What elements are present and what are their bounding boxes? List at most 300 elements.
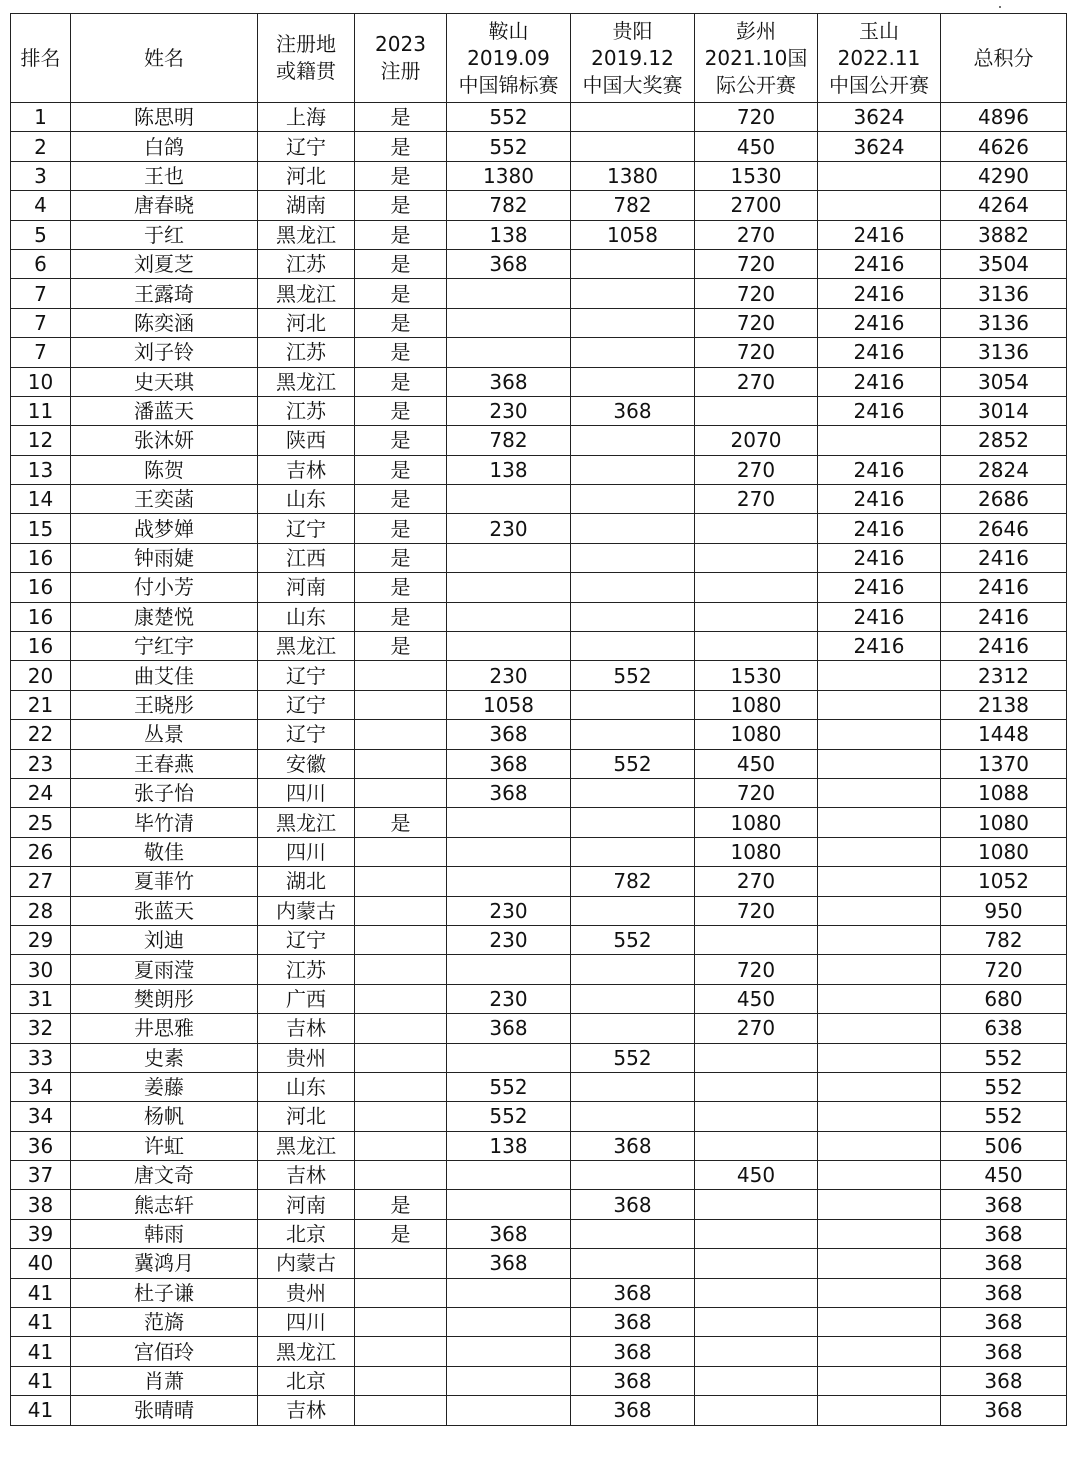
rank-cell: 31 bbox=[11, 984, 71, 1013]
region-cell: 江苏 bbox=[258, 396, 355, 425]
pengzhou-points-cell bbox=[695, 573, 818, 602]
guiyang-points-cell: 368 bbox=[571, 1337, 695, 1366]
registered-2023-cell: 是 bbox=[355, 396, 447, 425]
rank-cell: 41 bbox=[11, 1396, 71, 1425]
name-cell: 陈贺 bbox=[71, 455, 258, 484]
pengzhou-points-cell: 1530 bbox=[695, 661, 818, 690]
header-name bbox=[71, 14, 258, 103]
rank-cell: 14 bbox=[11, 485, 71, 514]
table-row bbox=[11, 220, 1067, 249]
region-cell: 黑龙江 bbox=[258, 279, 355, 308]
pengzhou-points-cell bbox=[695, 514, 818, 543]
registered-2023-cell bbox=[355, 661, 447, 690]
guiyang-points-cell bbox=[571, 279, 695, 308]
table-row bbox=[11, 984, 1067, 1013]
yushan-points-cell bbox=[818, 1278, 941, 1307]
header-reg2023-line: 2023 bbox=[375, 32, 426, 56]
anshan-points-cell: 1380 bbox=[447, 161, 571, 190]
region-cell: 辽宁 bbox=[258, 720, 355, 749]
yushan-points-cell bbox=[818, 837, 941, 866]
anshan-points-cell: 368 bbox=[447, 749, 571, 778]
anshan-points-cell: 138 bbox=[447, 1131, 571, 1160]
total-points-cell: 2824 bbox=[941, 455, 1067, 484]
table-row bbox=[11, 1131, 1067, 1160]
table-row bbox=[11, 543, 1067, 572]
pengzhou-points-cell bbox=[695, 925, 818, 954]
total-points-cell: 2312 bbox=[941, 661, 1067, 690]
anshan-points-cell: 782 bbox=[447, 191, 571, 220]
yushan-points-cell: 2416 bbox=[818, 367, 941, 396]
anshan-points-cell bbox=[447, 1190, 571, 1219]
region-cell: 河南 bbox=[258, 1190, 355, 1219]
anshan-points-cell bbox=[447, 1337, 571, 1366]
yushan-points-cell bbox=[818, 1043, 941, 1072]
name-cell: 钟雨婕 bbox=[71, 543, 258, 572]
table-row bbox=[11, 1072, 1067, 1101]
table-row bbox=[11, 778, 1067, 807]
rank-cell: 7 bbox=[11, 308, 71, 337]
anshan-points-cell bbox=[447, 338, 571, 367]
name-cell: 夏菲竹 bbox=[71, 867, 258, 896]
pengzhou-points-cell: 450 bbox=[695, 132, 818, 161]
pengzhou-points-cell: 450 bbox=[695, 1161, 818, 1190]
name-cell: 张晴晴 bbox=[71, 1396, 258, 1425]
ranking-table bbox=[10, 13, 1067, 1426]
pengzhou-points-cell: 720 bbox=[695, 103, 818, 132]
pengzhou-points-cell bbox=[695, 1131, 818, 1160]
table-row bbox=[11, 720, 1067, 749]
header-anshan-line: 中国锦标赛 bbox=[458, 72, 559, 97]
guiyang-points-cell bbox=[571, 1072, 695, 1101]
region-cell: 江西 bbox=[258, 543, 355, 572]
registered-2023-cell bbox=[355, 925, 447, 954]
total-points-cell: 3136 bbox=[941, 338, 1067, 367]
pengzhou-points-cell: 270 bbox=[695, 867, 818, 896]
name-cell: 王晓彤 bbox=[71, 690, 258, 719]
guiyang-points-cell bbox=[571, 984, 695, 1013]
pengzhou-points-cell bbox=[695, 543, 818, 572]
pengzhou-points-cell: 1080 bbox=[695, 808, 818, 837]
name-cell: 史素 bbox=[71, 1043, 258, 1072]
rank-cell: 38 bbox=[11, 1190, 71, 1219]
total-points-cell: 638 bbox=[941, 1014, 1067, 1043]
total-points-cell: 3054 bbox=[941, 367, 1067, 396]
table-row bbox=[11, 1249, 1067, 1278]
total-points-cell: 2686 bbox=[941, 485, 1067, 514]
table-row bbox=[11, 925, 1067, 954]
guiyang-points-cell bbox=[571, 426, 695, 455]
guiyang-points-cell bbox=[571, 955, 695, 984]
table-row bbox=[11, 132, 1067, 161]
name-cell: 潘蓝天 bbox=[71, 396, 258, 425]
registered-2023-cell: 是 bbox=[355, 161, 447, 190]
yushan-points-cell bbox=[818, 808, 941, 837]
yushan-points-cell bbox=[818, 1219, 941, 1248]
name-cell: 王春燕 bbox=[71, 749, 258, 778]
pengzhou-points-cell bbox=[695, 602, 818, 631]
registered-2023-cell bbox=[355, 749, 447, 778]
registered-2023-cell bbox=[355, 1396, 447, 1425]
total-points-cell: 368 bbox=[941, 1190, 1067, 1219]
yushan-points-cell: 2416 bbox=[818, 543, 941, 572]
guiyang-points-cell: 1058 bbox=[571, 220, 695, 249]
pengzhou-points-cell: 1080 bbox=[695, 690, 818, 719]
name-cell: 战梦婵 bbox=[71, 514, 258, 543]
rank-cell: 24 bbox=[11, 778, 71, 807]
anshan-points-cell: 552 bbox=[447, 1072, 571, 1101]
registered-2023-cell bbox=[355, 1308, 447, 1337]
name-cell: 敬佳 bbox=[71, 837, 258, 866]
pengzhou-points-cell bbox=[695, 1043, 818, 1072]
guiyang-points-cell: 1380 bbox=[571, 161, 695, 190]
registered-2023-cell bbox=[355, 1278, 447, 1307]
region-cell: 黑龙江 bbox=[258, 1131, 355, 1160]
total-points-cell: 368 bbox=[941, 1366, 1067, 1395]
name-cell: 丛景 bbox=[71, 720, 258, 749]
name-cell: 唐春晓 bbox=[71, 191, 258, 220]
region-cell: 江苏 bbox=[258, 955, 355, 984]
name-cell: 唐文奇 bbox=[71, 1161, 258, 1190]
anshan-points-cell bbox=[447, 602, 571, 631]
table-row bbox=[11, 1102, 1067, 1131]
total-points-cell: 4264 bbox=[941, 191, 1067, 220]
header-guiyang-line: 贵阳 bbox=[612, 18, 653, 43]
region-cell: 上海 bbox=[258, 103, 355, 132]
anshan-points-cell: 368 bbox=[447, 720, 571, 749]
table-row bbox=[11, 338, 1067, 367]
yushan-points-cell: 2416 bbox=[818, 602, 941, 631]
anshan-points-cell bbox=[447, 573, 571, 602]
total-points-cell: 950 bbox=[941, 896, 1067, 925]
name-cell: 张蓝天 bbox=[71, 896, 258, 925]
yushan-points-cell bbox=[818, 1249, 941, 1278]
yushan-points-cell: 2416 bbox=[818, 308, 941, 337]
rank-cell: 37 bbox=[11, 1161, 71, 1190]
name-cell: 杨帆 bbox=[71, 1102, 258, 1131]
name-cell: 于红 bbox=[71, 220, 258, 249]
yushan-points-cell: 2416 bbox=[818, 455, 941, 484]
registered-2023-cell: 是 bbox=[355, 426, 447, 455]
region-cell: 河南 bbox=[258, 573, 355, 602]
total-points-cell: 1370 bbox=[941, 749, 1067, 778]
region-cell: 内蒙古 bbox=[258, 896, 355, 925]
registered-2023-cell bbox=[355, 1366, 447, 1395]
header-row bbox=[11, 14, 1067, 103]
guiyang-points-cell bbox=[571, 632, 695, 661]
scan-dot bbox=[999, 6, 1001, 8]
header-name-line: 姓名 bbox=[144, 45, 184, 70]
registered-2023-cell: 是 bbox=[355, 249, 447, 278]
header-anshan bbox=[447, 14, 571, 103]
pengzhou-points-cell: 270 bbox=[695, 220, 818, 249]
total-points-cell: 782 bbox=[941, 925, 1067, 954]
guiyang-points-cell bbox=[571, 455, 695, 484]
table-row bbox=[11, 1396, 1067, 1425]
guiyang-points-cell: 782 bbox=[571, 191, 695, 220]
rank-cell: 41 bbox=[11, 1337, 71, 1366]
anshan-points-cell bbox=[447, 1308, 571, 1337]
table-row bbox=[11, 1219, 1067, 1248]
region-cell: 山东 bbox=[258, 485, 355, 514]
guiyang-points-cell: 552 bbox=[571, 1043, 695, 1072]
registered-2023-cell: 是 bbox=[355, 1190, 447, 1219]
guiyang-points-cell bbox=[571, 485, 695, 514]
header-pengzhou-line: 2021.10国 bbox=[704, 45, 808, 70]
registered-2023-cell: 是 bbox=[355, 308, 447, 337]
yushan-points-cell bbox=[818, 426, 941, 455]
region-cell: 河北 bbox=[258, 308, 355, 337]
ranking-sheet bbox=[10, 13, 1066, 1426]
anshan-points-cell bbox=[447, 632, 571, 661]
name-cell: 范旖 bbox=[71, 1308, 258, 1337]
table-row bbox=[11, 161, 1067, 190]
region-cell: 江苏 bbox=[258, 249, 355, 278]
pengzhou-points-cell: 720 bbox=[695, 249, 818, 278]
pengzhou-points-cell bbox=[695, 632, 818, 661]
total-points-cell: 2852 bbox=[941, 426, 1067, 455]
rank-cell: 3 bbox=[11, 161, 71, 190]
total-points-cell: 368 bbox=[941, 1249, 1067, 1278]
rank-cell: 1 bbox=[11, 103, 71, 132]
yushan-points-cell bbox=[818, 955, 941, 984]
registered-2023-cell bbox=[355, 1131, 447, 1160]
total-points-cell: 1088 bbox=[941, 778, 1067, 807]
region-cell: 黑龙江 bbox=[258, 1337, 355, 1366]
region-cell: 辽宁 bbox=[258, 514, 355, 543]
registered-2023-cell bbox=[355, 984, 447, 1013]
name-cell: 姜藤 bbox=[71, 1072, 258, 1101]
name-cell: 王露琦 bbox=[71, 279, 258, 308]
pengzhou-points-cell: 1080 bbox=[695, 837, 818, 866]
yushan-points-cell bbox=[818, 749, 941, 778]
name-cell: 樊朗彤 bbox=[71, 984, 258, 1013]
header-rank-line: 排名 bbox=[20, 45, 61, 70]
anshan-points-cell: 368 bbox=[447, 367, 571, 396]
anshan-points-cell bbox=[447, 1278, 571, 1307]
header-guiyang-line: 中国大奖赛 bbox=[582, 72, 683, 97]
guiyang-points-cell: 368 bbox=[571, 1131, 695, 1160]
total-points-cell: 2416 bbox=[941, 573, 1067, 602]
name-cell: 王也 bbox=[71, 161, 258, 190]
anshan-points-cell bbox=[447, 485, 571, 514]
yushan-points-cell bbox=[818, 1014, 941, 1043]
registered-2023-cell: 是 bbox=[355, 132, 447, 161]
rank-cell: 2 bbox=[11, 132, 71, 161]
region-cell: 贵州 bbox=[258, 1278, 355, 1307]
guiyang-points-cell bbox=[571, 543, 695, 572]
guiyang-points-cell bbox=[571, 837, 695, 866]
pengzhou-points-cell bbox=[695, 1308, 818, 1337]
total-points-cell: 4290 bbox=[941, 161, 1067, 190]
registered-2023-cell bbox=[355, 955, 447, 984]
table-row bbox=[11, 1337, 1067, 1366]
total-points-cell: 368 bbox=[941, 1308, 1067, 1337]
yushan-points-cell: 3624 bbox=[818, 132, 941, 161]
anshan-points-cell bbox=[447, 955, 571, 984]
total-points-cell: 1052 bbox=[941, 867, 1067, 896]
header-pengzhou-line: 彭州 bbox=[736, 18, 776, 43]
registered-2023-cell bbox=[355, 1102, 447, 1131]
table-row bbox=[11, 426, 1067, 455]
region-cell: 山东 bbox=[258, 1072, 355, 1101]
guiyang-points-cell bbox=[571, 367, 695, 396]
header-anshan-line: 2019.09 bbox=[467, 45, 550, 70]
rank-cell: 16 bbox=[11, 543, 71, 572]
total-points-cell: 3136 bbox=[941, 308, 1067, 337]
pengzhou-points-cell: 720 bbox=[695, 896, 818, 925]
name-cell: 白鸽 bbox=[71, 132, 258, 161]
header-region-line: 注册地 bbox=[276, 32, 336, 56]
anshan-points-cell: 230 bbox=[447, 514, 571, 543]
anshan-points-cell: 552 bbox=[447, 132, 571, 161]
anshan-points-cell bbox=[447, 808, 571, 837]
yushan-points-cell bbox=[818, 690, 941, 719]
yushan-points-cell bbox=[818, 1308, 941, 1337]
region-cell: 四川 bbox=[258, 1308, 355, 1337]
total-points-cell: 1080 bbox=[941, 837, 1067, 866]
registered-2023-cell: 是 bbox=[355, 191, 447, 220]
total-points-cell: 450 bbox=[941, 1161, 1067, 1190]
table-row bbox=[11, 191, 1067, 220]
total-points-cell: 4896 bbox=[941, 103, 1067, 132]
table-row bbox=[11, 955, 1067, 984]
pengzhou-points-cell: 1080 bbox=[695, 720, 818, 749]
yushan-points-cell bbox=[818, 925, 941, 954]
pengzhou-points-cell: 1530 bbox=[695, 161, 818, 190]
anshan-points-cell bbox=[447, 837, 571, 866]
table-row bbox=[11, 690, 1067, 719]
anshan-points-cell: 230 bbox=[447, 396, 571, 425]
guiyang-points-cell: 368 bbox=[571, 396, 695, 425]
guiyang-points-cell: 552 bbox=[571, 925, 695, 954]
pengzhou-points-cell bbox=[695, 396, 818, 425]
registered-2023-cell: 是 bbox=[355, 103, 447, 132]
name-cell: 井思雅 bbox=[71, 1014, 258, 1043]
anshan-points-cell bbox=[447, 308, 571, 337]
pengzhou-points-cell: 720 bbox=[695, 338, 818, 367]
pengzhou-points-cell bbox=[695, 1396, 818, 1425]
table-row bbox=[11, 308, 1067, 337]
anshan-points-cell: 138 bbox=[447, 220, 571, 249]
rank-cell: 5 bbox=[11, 220, 71, 249]
guiyang-points-cell: 368 bbox=[571, 1366, 695, 1395]
registered-2023-cell bbox=[355, 1043, 447, 1072]
table-row bbox=[11, 455, 1067, 484]
guiyang-points-cell bbox=[571, 132, 695, 161]
pengzhou-points-cell bbox=[695, 1072, 818, 1101]
rank-cell: 7 bbox=[11, 338, 71, 367]
yushan-points-cell: 2416 bbox=[818, 338, 941, 367]
table-row bbox=[11, 808, 1067, 837]
anshan-points-cell bbox=[447, 1396, 571, 1425]
total-points-cell: 3136 bbox=[941, 279, 1067, 308]
yushan-points-cell: 2416 bbox=[818, 573, 941, 602]
rank-cell: 20 bbox=[11, 661, 71, 690]
rank-cell: 21 bbox=[11, 690, 71, 719]
total-points-cell: 368 bbox=[941, 1337, 1067, 1366]
rank-cell: 28 bbox=[11, 896, 71, 925]
rank-cell: 41 bbox=[11, 1308, 71, 1337]
anshan-points-cell: 230 bbox=[447, 925, 571, 954]
table-row bbox=[11, 1278, 1067, 1307]
guiyang-points-cell: 368 bbox=[571, 1308, 695, 1337]
rank-cell: 4 bbox=[11, 191, 71, 220]
name-cell: 杜子谦 bbox=[71, 1278, 258, 1307]
anshan-points-cell bbox=[447, 1043, 571, 1072]
table-row bbox=[11, 1308, 1067, 1337]
rank-cell: 16 bbox=[11, 573, 71, 602]
name-cell: 刘夏芝 bbox=[71, 249, 258, 278]
registered-2023-cell: 是 bbox=[355, 485, 447, 514]
rank-cell: 11 bbox=[11, 396, 71, 425]
registered-2023-cell: 是 bbox=[355, 808, 447, 837]
yushan-points-cell: 2416 bbox=[818, 514, 941, 543]
region-cell: 四川 bbox=[258, 837, 355, 866]
anshan-points-cell: 1058 bbox=[447, 690, 571, 719]
region-cell: 吉林 bbox=[258, 1396, 355, 1425]
yushan-points-cell bbox=[818, 191, 941, 220]
header-anshan-line: 鞍山 bbox=[488, 18, 529, 43]
table-row bbox=[11, 1043, 1067, 1072]
yushan-points-cell: 2416 bbox=[818, 485, 941, 514]
registered-2023-cell: 是 bbox=[355, 514, 447, 543]
rank-cell: 16 bbox=[11, 602, 71, 631]
table-row bbox=[11, 485, 1067, 514]
pengzhou-points-cell bbox=[695, 1219, 818, 1248]
total-points-cell: 552 bbox=[941, 1072, 1067, 1101]
total-points-cell: 1080 bbox=[941, 808, 1067, 837]
table-row bbox=[11, 514, 1067, 543]
anshan-points-cell: 368 bbox=[447, 778, 571, 807]
rank-cell: 23 bbox=[11, 749, 71, 778]
total-points-cell: 368 bbox=[941, 1219, 1067, 1248]
total-points-cell: 2138 bbox=[941, 690, 1067, 719]
table-row bbox=[11, 837, 1067, 866]
name-cell: 夏雨滢 bbox=[71, 955, 258, 984]
yushan-points-cell bbox=[818, 984, 941, 1013]
anshan-points-cell: 230 bbox=[447, 984, 571, 1013]
name-cell: 付小芳 bbox=[71, 573, 258, 602]
guiyang-points-cell bbox=[571, 778, 695, 807]
name-cell: 熊志轩 bbox=[71, 1190, 258, 1219]
yushan-points-cell: 2416 bbox=[818, 279, 941, 308]
anshan-points-cell: 230 bbox=[447, 896, 571, 925]
table-row bbox=[11, 279, 1067, 308]
pengzhou-points-cell bbox=[695, 1366, 818, 1395]
header-guiyang bbox=[571, 14, 695, 103]
yushan-points-cell: 2416 bbox=[818, 632, 941, 661]
table-body bbox=[11, 103, 1067, 1426]
registered-2023-cell bbox=[355, 1014, 447, 1043]
guiyang-points-cell bbox=[571, 1249, 695, 1278]
guiyang-points-cell: 368 bbox=[571, 1190, 695, 1219]
header-yushan bbox=[818, 14, 941, 103]
total-points-cell: 3882 bbox=[941, 220, 1067, 249]
rank-cell: 41 bbox=[11, 1366, 71, 1395]
header-guiyang-line: 2019.12 bbox=[591, 45, 674, 70]
region-cell: 黑龙江 bbox=[258, 367, 355, 396]
rank-cell: 10 bbox=[11, 367, 71, 396]
guiyang-points-cell bbox=[571, 1219, 695, 1248]
guiyang-points-cell bbox=[571, 338, 695, 367]
pengzhou-points-cell: 270 bbox=[695, 1014, 818, 1043]
guiyang-points-cell bbox=[571, 602, 695, 631]
anshan-points-cell bbox=[447, 543, 571, 572]
total-points-cell: 2416 bbox=[941, 632, 1067, 661]
region-cell: 安徽 bbox=[258, 749, 355, 778]
header-yushan-line: 2022.11 bbox=[837, 45, 921, 70]
registered-2023-cell: 是 bbox=[355, 279, 447, 308]
